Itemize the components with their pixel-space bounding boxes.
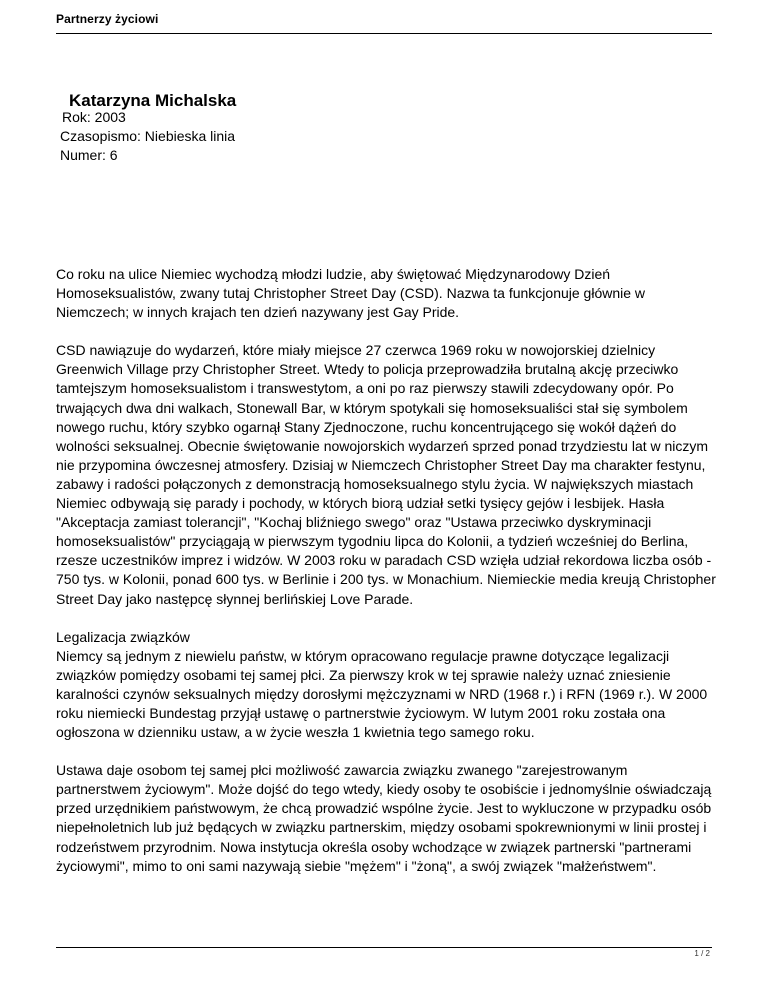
article-year: Rok: 2003 [62,109,126,125]
article-author: Katarzyna Michalska [69,91,237,110]
article-journal: Czasopismo: Niebieska linia [60,128,236,144]
page-header-title: Partnerzy życiowi [56,12,159,26]
paragraph-legalization-text: Niemcy są jednym z niewielu państw, w którym opracowano regulacje prawne dotyczące legalizacji związków pomiędzy osobami tej samej płci. Za pierwszy krok w tej sprawie należy uznać zniesienie karalności czynów seksualnych między dorosłymi mężczyznami w NRD (1968 r.) i RFN (1969 r.). W 2000 roku niemiecki Bundestag przyjął ustawę o partnerstwie życiowym. W lutym 2001 roku została ona ogłoszona w dzienniku ustaw, a w życie weszła 1 kwietnia tego samego roku. [56,647,708,741]
paragraph-legalization [56,628,716,743]
paragraph-law: Ustawa daje osobom tej samej płci możliwość zawarcia związku zwanego "zarejestrowanym partnerstwem życiowym". Może dojść do tego wtedy, kiedy osoby te osobiście i jednomyślnie oświadczają przed urzędnikiem państwowym, że chcą prowadzić wspólne życie. Jest to wykluczone w przypadku osób niepełnoletnich lub już będących w związku partnerskim, między osobami spokrewnionymi w linii prostej i rodzeństwem przyrodnim. Nowa instytucja określa osoby wchodzące w związek partnerski "partnerami życiowymi", mimo to oni sami nazywają siebie "mężem" i "żoną", a swój związek "małżeństwem". [56,762,712,874]
paragraph-intro: Co roku na ulice Niemiec wychodzą młodzi ludzie, aby świętować Międzynarodowy Dzień Homoseksualistów, zwany tutaj Christopher Street Day (CSD). Nazwa ta funkcjonuje głównie w Niemczech; w innych krajach ten dzień nazywany jest Gay Pride. [56,266,646,321]
article-metadata [60,108,235,165]
section-heading: Legalizacja związków [56,628,190,645]
article-body [56,265,716,895]
paragraph-history: CSD nawiązuje do wydarzeń, które miały miejsce 27 czerwca 1969 roku w nowojorskiej dzielnicy Greenwich Village przy Christopher Street. Wtedy to policja przeprowadziła brutalną akcję przeciwko tamtejszym homoseksualistom i transwestytom, a oni po raz pierwszy stawili zdecydowany opór. Po trwających dwa dni walkach, Stonewall Bar, w którym spotykali się homoseksualiści stał się symbolem nowego ruchu, który szybko ogarnął Stany Zjednoczone, ruchu koncentrującego się wokół dążeń do wolności seksualnej. Obecnie świętowanie nowojorskich wydarzeń sprzed ponad trzydziestu lat w niczym nie przypomina ówczesnej atmosfery. Dzisiaj w Niemczech Christopher Street Day ma charakter festynu, zabawy i radości połączonych z demonstracją homoseksualnego stylu życia. W największych miastach Niemiec odbywają się parady i pochody, w których biorą udział setki tysięcy gejów i lesbijek. Hasła "Akceptacja zamiast tolerancji", "Kochaj bliźniego swego" oraz "Ustawa przeciwko dyskryminacji homoseksualistów" przyciągają w pierwszym tygodniu lipca do Kolonii, a tydzień wcześniej do Berlina, rzesze uczestników imprez i widzów. W 2003 roku w paradach CSD wzięła udział rekordowa liczba osób - 750 tys. w Kolonii, ponad 600 tys. w Berlinie i 200 tys. w Monachium. Niemieckie media kreują Christopher Street Day jako następcę słynnej berlińskiej Love Parade. [56,342,716,607]
article-issue: Numer: 6 [60,147,118,163]
page-header [56,8,712,34]
page-number: 1 / 2 [694,949,710,958]
page-footer [56,947,712,958]
